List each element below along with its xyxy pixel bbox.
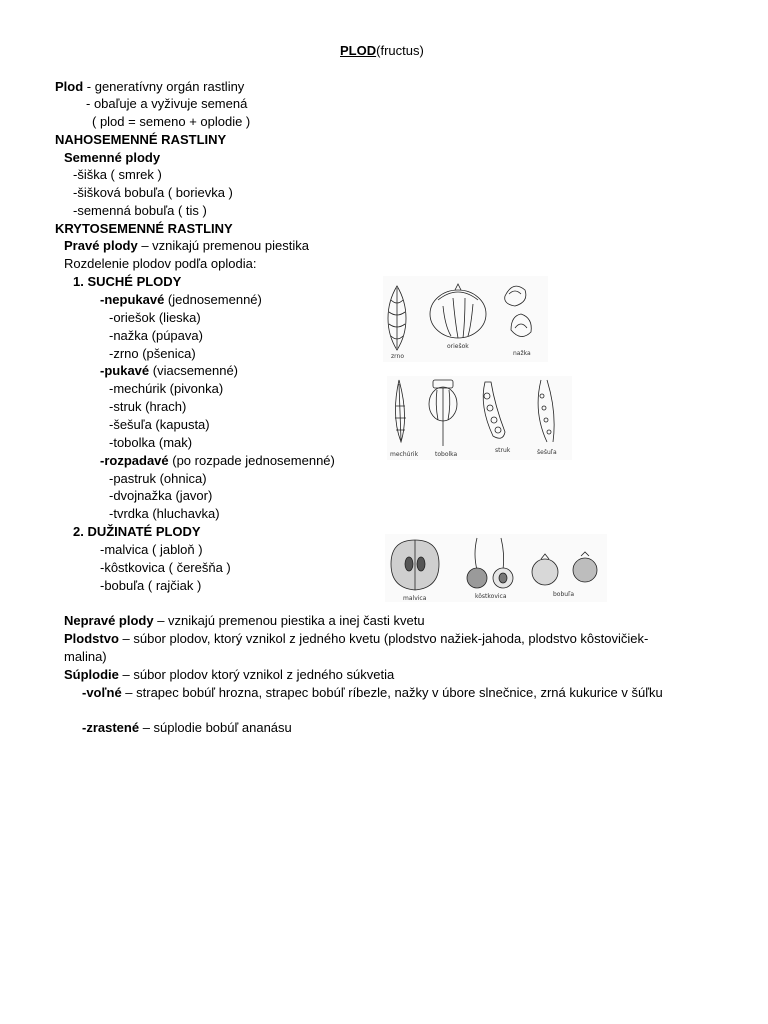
dehiscent-item: -tobolka (mak) [109, 435, 193, 450]
suplodie-fused-term: -zrastené [82, 720, 140, 735]
dehiscent-line [100, 362, 238, 380]
dehiscent-item: -struk (hrach) [109, 399, 187, 414]
schizocarpic-note: (po rozpade jednosemenné) [168, 453, 335, 468]
dehiscent-fruits-drawing [387, 376, 572, 460]
intro-definition [55, 78, 244, 96]
plodstvo-term: Plodstvo [64, 631, 119, 646]
figure-label-apple: malvica [403, 595, 427, 602]
gymnosperm-item: -šišková bobuľa ( borievka ) [73, 185, 233, 200]
plodstvo-def: – súbor plodov, ktorý vznikol z jedného kvetu (plodstvo nažiek-jahoda, plodstvo kôstovičiek-malina) [64, 631, 649, 664]
dehiscent-item: -mechúrik (pivonka) [109, 381, 224, 396]
schizocarpic-item: -pastruk (ohnica) [109, 471, 207, 486]
suplodie-fused-def: – súplodie bobúľ ananásu [139, 720, 292, 735]
suplodie-free-paragraph [82, 684, 682, 702]
fleshy-fruits-drawing [385, 534, 607, 602]
true-fruits-def: – vznikajú premenou piestika [137, 238, 309, 253]
cherry-illustration [467, 538, 513, 588]
angiosperms-heading: KRYTOSEMENNÉ RASTLINY [55, 221, 233, 236]
indehiscent-note: (jednosemenné) [164, 292, 262, 307]
intro-line-2: - obaľuje a vyživuje semená [86, 96, 248, 111]
schizocarpic-line [100, 452, 335, 470]
capsule-illustration [429, 380, 457, 446]
schizocarpic-item: -tvrdka (hluchavka) [109, 506, 220, 521]
grain-illustration [388, 286, 406, 350]
berry-illustration [532, 552, 597, 585]
dehiscent-term: -pukavé [100, 363, 150, 378]
suplodie-fused-line [82, 719, 292, 737]
title-latin: (fructus) [376, 43, 424, 58]
gymnosperm-item: -šiška ( smrek ) [73, 167, 162, 182]
title-main: PLOD [340, 43, 377, 58]
figure-label-silique: šešuľa [537, 449, 557, 456]
indehiscent-item: -oriešok (lieska) [109, 310, 201, 325]
nut-illustration [430, 284, 486, 338]
silique-illustration [538, 380, 554, 442]
indehiscent-term: -nepukavé [100, 292, 165, 307]
apple-illustration [391, 540, 439, 590]
suplodie-free-def: – strapec bobúľ hrozna, strapec bobúľ ríbezle, nažky v úbore slnečnice, zrná kukurice v šúľku [121, 685, 663, 700]
false-fruits-def: – vznikajú premenou piestika a inej časti kvetu [153, 613, 425, 628]
achene-illustration [505, 286, 532, 336]
gymnosperms-subheading: Semenné plody [64, 150, 161, 165]
division-line: Rozdelenie plodov podľa oplodia: [64, 256, 257, 271]
figure-indehiscent-fruits [383, 276, 548, 362]
true-fruits-term: Pravé plody [64, 238, 138, 253]
follicle-illustration [395, 380, 406, 442]
dehiscent-item: -šešuľa (kapusta) [109, 417, 210, 432]
suplodie-line [64, 666, 394, 684]
fleshy-item: -bobuľa ( rajčiak ) [100, 578, 202, 593]
fleshy-item: -malvica ( jabloň ) [100, 542, 203, 557]
schizocarpic-item: -dvojnažka (javor) [109, 488, 213, 503]
true-fruits-line [64, 237, 309, 255]
dry-fruits-heading: 1. SUCHÉ PLODY [73, 274, 182, 289]
figure-dehiscent-fruits [387, 376, 572, 460]
schizocarpic-term: -rozpadavé [100, 453, 169, 468]
gymnosperm-item: -semenná bobuľa ( tis ) [73, 203, 207, 218]
gymnosperms-heading: NAHOSEMENNÉ RASTLINY [55, 132, 227, 147]
dehiscent-note: (viacsemenné) [149, 363, 239, 378]
figure-fleshy-fruits [385, 534, 607, 602]
figure-label-berry: bobuľa [553, 591, 575, 598]
figure-label-cherry: kôstkovica [475, 593, 507, 600]
page-title [340, 42, 424, 60]
legume-illustration [483, 382, 505, 438]
suplodie-free-term: -voľné [82, 685, 122, 700]
figure-label-follicle: mechúrik [390, 451, 419, 458]
suplodie-term: Súplodie [64, 667, 119, 682]
figure-label-legume: struk [495, 447, 511, 454]
intro-def-text: - generatívny orgán rastliny [83, 79, 245, 94]
figure-label-nut: oriešok [447, 343, 469, 350]
indehiscent-item: -zrno (pšenica) [109, 346, 196, 361]
figure-label-grain: zrno [391, 353, 404, 360]
indehiscent-line [100, 291, 262, 309]
fleshy-item: -kôstkovica ( čerešňa ) [100, 560, 231, 575]
plodstvo-paragraph [64, 630, 664, 666]
suplodie-def: – súbor plodov ktorý vznikol z jedného súkvetia [118, 667, 395, 682]
figure-label-achene: nažka [513, 350, 531, 357]
intro-term: Plod [55, 79, 84, 94]
figure-label-capsule: tobolka [435, 451, 458, 458]
indehiscent-item: -nažka (púpava) [109, 328, 203, 343]
false-fruits-term: Nepravé plody [64, 613, 154, 628]
false-fruits-line [64, 612, 425, 630]
indehiscent-fruits-drawing [383, 276, 548, 362]
intro-line-3: ( plod = semeno + oplodie ) [92, 114, 251, 129]
fleshy-fruits-heading: 2. DUŽINATÉ PLODY [73, 524, 201, 539]
